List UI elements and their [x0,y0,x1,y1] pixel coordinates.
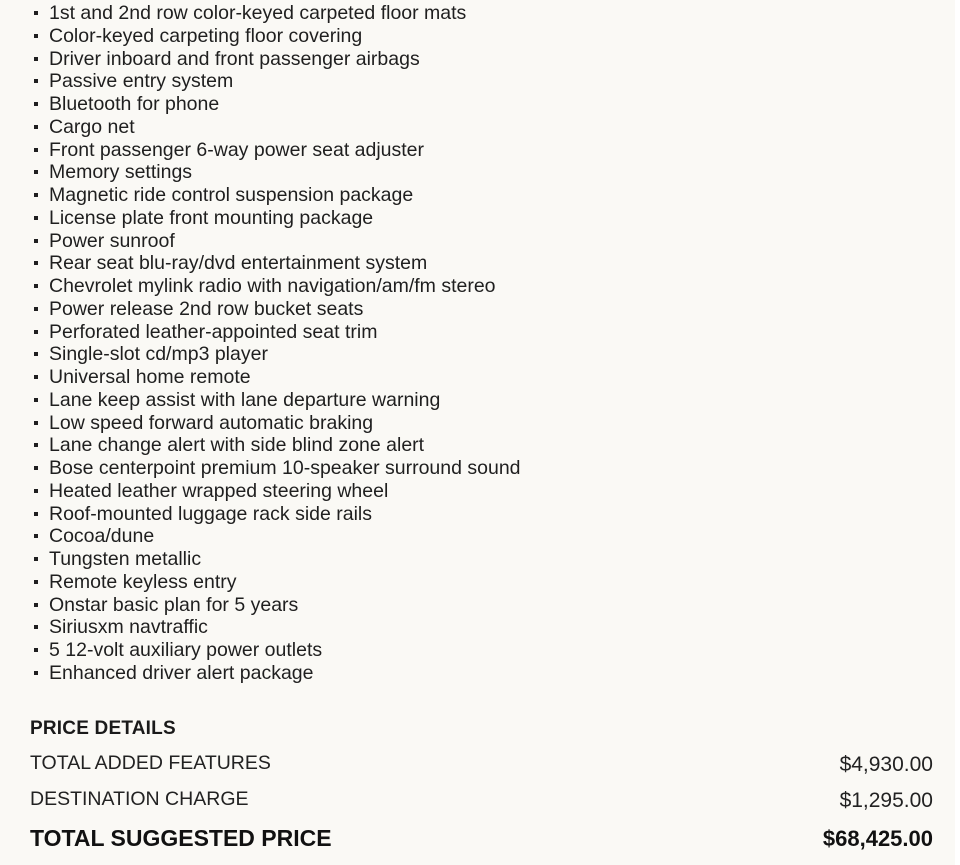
feature-list-item [0,389,955,412]
price-details-heading: PRICE DETAILS [30,718,176,739]
added-features-value: $4,930.00 [839,753,933,776]
square-bullet-icon [34,216,38,220]
square-bullet-icon [34,352,38,356]
square-bullet-icon [34,34,38,38]
feature-list-item [0,525,955,548]
feature-list-item [0,275,955,298]
feature-label: Cargo net [49,115,135,138]
feature-label: 5 12-volt auxiliary power outlets [49,639,323,661]
feature-label: Memory settings [49,161,193,184]
feature-list-item [0,343,955,366]
destination-charge-row [30,784,933,814]
feature-label: Magnetic ride control suspension package [49,184,414,206]
price-details-section [30,716,933,852]
feature-list-item [0,252,955,275]
square-bullet-icon [34,79,38,83]
feature-label: License plate front mounting package [49,206,374,229]
feature-list-item [0,70,955,93]
square-bullet-icon [34,193,38,197]
feature-list-item [0,230,955,253]
feature-list-item [0,207,955,230]
square-bullet-icon [34,239,38,243]
square-bullet-icon [34,170,38,174]
square-bullet-icon [34,443,38,447]
feature-list-item [0,184,955,207]
feature-list-item [0,662,955,685]
feature-label: Tungsten metallic [49,548,202,570]
square-bullet-icon [34,57,38,61]
total-suggested-price-label: TOTAL SUGGESTED PRICE [30,825,332,851]
square-bullet-icon [34,580,38,584]
feature-list-item [0,48,955,71]
feature-list-item [0,412,955,435]
feature-label: Heated leather wrapped steering wheel [49,479,389,502]
square-bullet-icon [34,534,38,538]
feature-label: Chevrolet mylink radio with navigation/am/fm stereo [49,275,496,297]
feature-list-item [0,480,955,503]
feature-list [0,2,955,685]
square-bullet-icon [34,648,38,652]
square-bullet-icon [34,398,38,402]
feature-label: Perforated leather-appointed seat trim [49,320,378,343]
feature-list-item [0,457,955,480]
feature-label: Front passenger 6-way power seat adjuster [49,138,425,161]
square-bullet-icon [34,375,38,379]
square-bullet-icon [34,466,38,470]
square-bullet-icon [34,102,38,106]
feature-list-item [0,503,955,526]
feature-label: Power sunroof [49,229,175,252]
feature-label: Driver inboard and front passenger airbags [49,47,420,70]
added-features-row [30,748,933,778]
square-bullet-icon [34,625,38,629]
square-bullet-icon [34,330,38,334]
square-bullet-icon [34,603,38,607]
feature-label: Onstar basic plan for 5 years [49,593,299,616]
feature-list-item [0,548,955,571]
square-bullet-icon [34,307,38,311]
feature-label: Siriusxm navtraffic [49,616,208,639]
feature-list-item [0,321,955,344]
feature-label: Low speed forward automatic braking [49,411,374,434]
feature-list-item [0,298,955,321]
feature-list-item [0,2,955,25]
feature-label: Lane keep assist with lane departure warning [49,388,441,411]
added-features-label: TOTAL ADDED FEATURES [30,752,271,774]
square-bullet-icon [34,261,38,265]
feature-list-item [0,116,955,139]
feature-label: Enhanced driver alert package [49,661,314,684]
feature-list-item [0,639,955,662]
feature-label: Bose centerpoint premium 10-speaker surround sound [49,457,521,479]
feature-list-item [0,25,955,48]
square-bullet-icon [34,557,38,561]
square-bullet-icon [34,284,38,288]
square-bullet-icon [34,125,38,129]
feature-label: Passive entry system [49,70,234,93]
feature-label: Bluetooth for phone [49,93,220,115]
feature-label: Lane change alert with side blind zone alert [49,434,425,457]
total-suggested-price-value: $68,425.00 [822,826,933,851]
feature-label: Color-keyed carpeting floor covering [49,24,363,47]
feature-label: Rear seat blu-ray/dvd entertainment system [49,252,428,275]
feature-label: 1st and 2nd row color-keyed carpeted floor mats [49,2,467,24]
feature-list-item [0,571,955,594]
square-bullet-icon [34,512,38,516]
feature-label: Remote keyless entry [49,570,237,593]
feature-list-item [0,434,955,457]
square-bullet-icon [34,148,38,152]
feature-label: Universal home remote [49,366,251,388]
destination-charge-value: $1,295.00 [839,789,933,812]
total-suggested-price-row [30,820,933,852]
feature-label: Power release 2nd row bucket seats [49,297,364,320]
feature-list-item [0,93,955,116]
feature-list-item [0,366,955,389]
square-bullet-icon [34,11,38,15]
feature-label: Cocoa/dune [49,525,155,548]
square-bullet-icon [34,421,38,425]
square-bullet-icon [34,671,38,675]
feature-list-item [0,161,955,184]
square-bullet-icon [34,489,38,493]
feature-list-item [0,594,955,617]
feature-list-item [0,139,955,162]
feature-list-item [0,616,955,639]
feature-label: Single-slot cd/mp3 player [49,343,268,366]
feature-label: Roof-mounted luggage rack side rails [49,502,373,525]
destination-charge-label: DESTINATION CHARGE [30,788,249,810]
